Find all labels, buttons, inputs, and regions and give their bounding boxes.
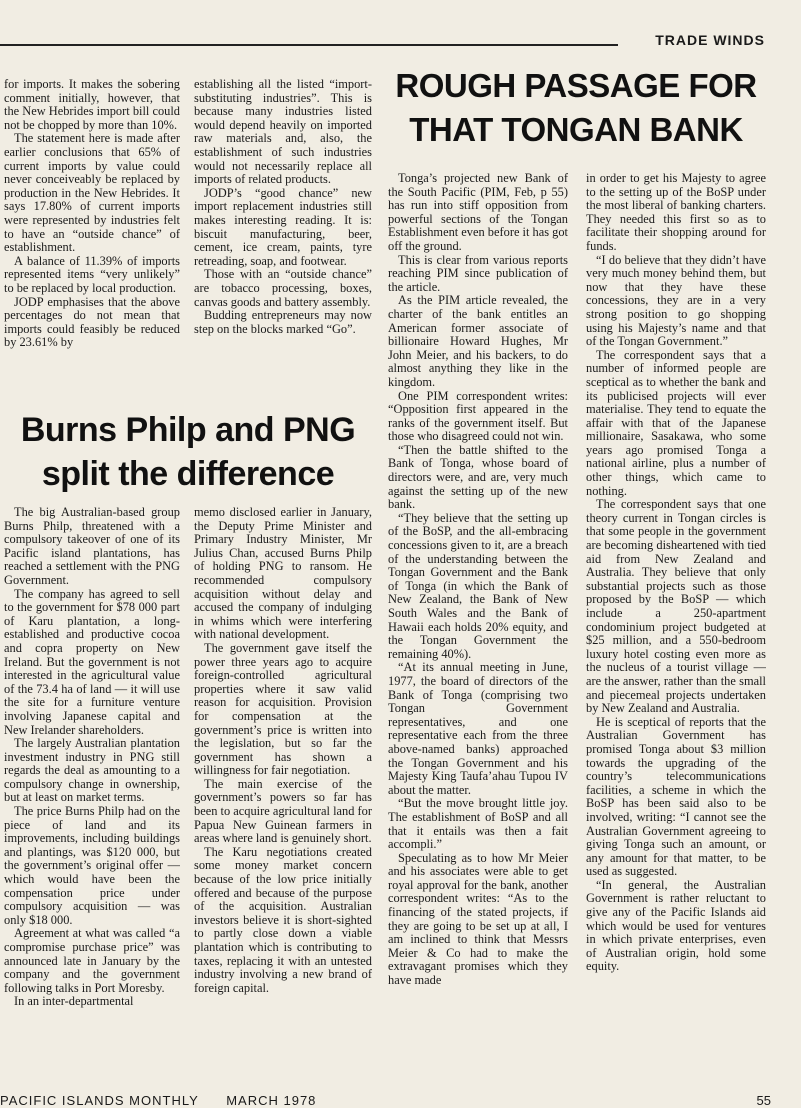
header-rule <box>0 44 618 46</box>
footer-date: MARCH 1978 <box>226 1093 317 1108</box>
paragraph: He is sceptical of reports that the Australian Government has promised Tonga about $3 million towards the upgrading of the country’s telecommunications facilities, a scheme in which the BoSP has been said also to be involved, writing: “I cannot see the Australian Government agreeing to giving Tonga such an amount, or any amount for that matter, to be used as suggested. <box>586 714 766 879</box>
paragraph: “They believe that the setting up of the BoSP, and the all-embracing concessions given to it, are a breach of the understanding between the Tongan Government and the Bank of Tonga (in which the Bank of New Zealand, the Bank of New South Wales and the Bank of Hawaii each holds 20% equity, and the Tongan Government the remaining 40%). <box>388 510 568 661</box>
tonga-column-1 <box>388 172 568 1090</box>
paragraph: “Then the battle shifted to the Bank of Tonga, whose board of directors were, and are, very much against the setting up of the new bank. <box>388 442 568 512</box>
burns-headline: Burns Philp and PNG split the difference <box>20 411 356 493</box>
paragraph: Budding entrepreneurs may now step on the blocks marked “Go”. <box>194 308 372 336</box>
tonga-headline: ROUGH PASSAGE FOR THAT TONGAN BANK <box>395 67 757 148</box>
paragraph: Agreement at what was called “a compromise purchase price” was announced late in January by the company and the government following talks in Port Moresby. <box>4 926 180 995</box>
footer <box>0 1093 316 1108</box>
paragraph: One PIM correspondent writes: “Opposition first appeared in the ranks of the government itself. But those who disagreed could not win. <box>388 388 568 444</box>
paragraph: establishing all the listed “import-substituting industries”. This is because many industries listed would depend heavily on imported raw materials and, also, the establishment of such industries would not necessarily replace all imports of related products. <box>194 78 372 187</box>
paragraph: JODP emphasises that the above percentages do not mean that imports could feasibly be reduced by 23.61% by <box>4 294 180 350</box>
paragraph: Speculating as to how Mr Meier and his associates were able to get royal approval for the bank, another correspondent writes: “As to the financing of the stated projects, if they are going to be set up at all, I am inclined to think that Messrs Meier & Co had to make the extravagant promises which they have made <box>388 850 568 988</box>
paragraph: The correspondent says that one theory current in Tongan circles is that some people in the government are becoming disheartened with tied aid from New Zealand and Australia. They believe that only substantial projects such as those proposed by the BoSP — which include a 250-apartment condominium project budgeted at $25 million, and a 550-bedroom luxury hotel costing even more as the nucleus of a tourist village — are the answer, rather than the small and piecemeal projects undertaken by New Zealand and Australia. <box>586 497 766 716</box>
paragraph: “In general, the Australian Government is rather reluctant to give any of the Pacific Islands aid which would be used for ventures in which private enterprises, even of Australian origin, hold some equity. <box>586 877 766 974</box>
paragraph: “At its annual meeting in June, 1977, the board of directors of the Bank of Tonga (comprising two Tongan Government representatives, and one representative each from the three above-named banks) approached the Tongan Government and his Majesty King Taufa’ahau Tupou IV about the matter. <box>388 660 568 797</box>
paragraph: for imports. It makes the sobering comment initially, however, that the New Hebrides import bill could not be chopped by more than 10%. <box>4 78 180 132</box>
paragraph: “But the move brought little joy. The establishment of BoSP and all that it entails was then a fait accompli.” <box>388 796 568 852</box>
paragraph: As the PIM article revealed, the charter of the bank entitles an American former associate of billionaire Howard Hughes, Mr John Meier, and his backers, to do almost anything they like in the kingdom. <box>388 293 568 389</box>
paragraph: In an inter-departmental <box>14 994 134 1009</box>
page-number: 55 <box>756 1093 771 1108</box>
paragraph: Tonga’s projected new Bank of the South Pacific (PIM, Feb, p 55) has run into stiff opposition from powerful sections of the Tongan Establishment even before it has got off the ground. <box>388 172 568 253</box>
section-tag: TRADE WINDS <box>655 32 765 48</box>
paragraph: in order to get his Majesty to agree to the setting up of the BoSP under the most liberal of banking charters. They needed this first so as to facilitate their shopping around for funds. <box>586 172 766 253</box>
paragraph: The Karu negotiations created some money market concern because of the low price initially offered and because of the purpose of the acquisition. Australian investors believe it is short-sighted to partly close down a viable plantation which is contributing to taxes, replacing it with an untested industry involving a new brand of foreign capital. <box>194 844 372 995</box>
burns-column-2 <box>194 506 372 1090</box>
paragraph: memo disclosed earlier in January, the Deputy Prime Minister and Primary Industry Minister, Mr Julius Chan, accused Burns Philp of holding PNG to ransom. He recommended compulsory acquisition without delay and accused the company of indulging in whims which were interfering with national development. <box>194 506 372 642</box>
paragraph: Those with an “outside chance” are tobacco processing, boxes, canvas goods and battery assembly. <box>194 267 372 309</box>
paragraph: The correspondent says that a number of informed people are sceptical as to whether the bank and its publicised projects will ever materialise. They tend to equate the affair with that of the Japanese millionaire, Sasakawa, who some years ago promised Tonga a national airline, plus a number of other things, which came to nothing. <box>586 347 766 498</box>
paragraph: The main exercise of the government’s powers so far has been to acquire agricultural land for Papua New Guinean farmers in areas where land is genuinely short. <box>194 776 372 846</box>
paragraph: JODP’s “good chance” new import replacement industries still makes interesting reading. It is: biscuit manufacturing, beer, cement, ice cream, paints, tyre retreading, soap, and footwear. <box>194 185 372 268</box>
paragraph: “I do believe that they didn’t have very much money behind them, but now that they have these concessions, they are in a very strong position to go shopping using his Majesty’s name and that of the Tongan Government.” <box>586 252 766 349</box>
paragraph: This is clear from various reports reaching PIM since publication of the article. <box>388 252 568 294</box>
paragraph: The statement here is made after earlier conclusions that 65% of current imports by value could never conceiveably be replaced by production in the New Hebrides. It says 17.80% of current imports were represented by industries felt to have an “outside chance” of establishment. <box>4 131 180 255</box>
paragraph: The largely Australian plantation investment industry in PNG still regards the deal as amounting to a compulsory change in ownership, but at least on market terms. <box>4 736 180 805</box>
carryover-column-1 <box>4 78 180 400</box>
burns-column-1 <box>4 506 180 1090</box>
paragraph: A balance of 11.39% of imports represented items “very unlikely” to be replaced by local production. <box>4 253 180 295</box>
paragraph: The price Burns Philp had on the piece of land and its improvements, including buildings and plantings, was $120 000, but the government’s original offer — which would have been the compensation price under compulsory acquisition — was only $18 000. <box>4 804 180 927</box>
tonga-column-2 <box>586 172 766 1090</box>
carryover-column-2 <box>194 78 372 400</box>
footer-masthead: PACIFIC ISLANDS MONTHLY <box>0 1093 199 1108</box>
paragraph: The big Australian-based group Burns Philp, threatened with a compulsory takeover of one of its Pacific island plantations, has reached a settlement with the PNG Government. <box>4 506 180 587</box>
paragraph: The government gave itself the power three years ago to acquire foreign-controlled agricultural properties where it saw valid reason for acquisition. Provision for compensation at the government’s price is written into the legislation, but so far the government has shown a willingness for fair negotiation. <box>194 640 372 778</box>
paragraph: The company has agreed to sell to the government for $78 000 part of Karu plantation, a long-established and productive cocoa and copra property on New Ireland. But the government is not interested in the agricultural value of the 73.4 ha of land — it will use the site for a furniture venture involving Japanese capital and New Irelander shareholders. <box>4 586 180 737</box>
